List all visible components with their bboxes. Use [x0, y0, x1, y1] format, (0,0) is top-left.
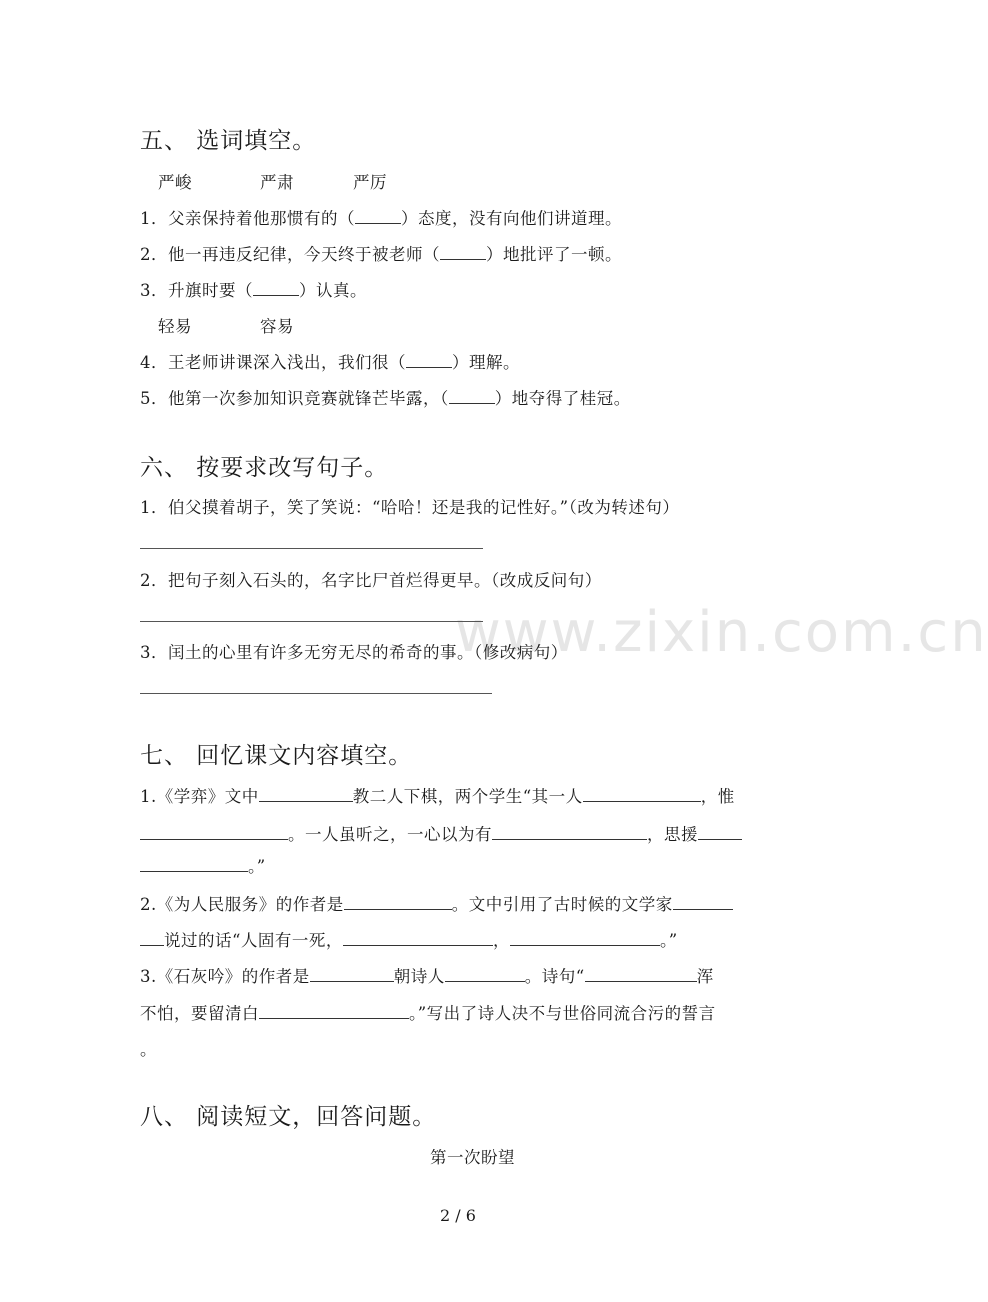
s6-question-2: 2．把句子刻入石头的，名字比尸首烂得更早。（改成反问句）: [140, 571, 602, 590]
blank[interactable]: [310, 965, 394, 983]
s7-question-3-line3: 。: [140, 1040, 157, 1059]
blank[interactable]: [449, 387, 495, 405]
blank[interactable]: [698, 823, 742, 841]
s7-question-3-line2: 不怕，要留清白 。”写出了诗人决不与世俗同流合污的誓言: [140, 1000, 716, 1024]
section-8-heading: 八、 阅读短文，回答问题。: [140, 1104, 437, 1130]
blank[interactable]: [343, 929, 493, 947]
blank[interactable]: [673, 893, 733, 911]
s6-question-3: 3．闰土的心里有许多无穷无尽的希奇的事。（修改病句）: [140, 643, 568, 662]
blank[interactable]: [259, 1002, 409, 1020]
s5-question-3: 3．升旗时要（ ）认真。: [140, 277, 367, 301]
section-7-heading: 七、 回忆课文内容填空。: [140, 743, 413, 769]
answer-line[interactable]: [140, 548, 483, 549]
blank[interactable]: [140, 823, 288, 841]
s7-question-3-line1: 3.《石灰吟》的作者是 朝诗人 。诗句“ 浑: [140, 963, 714, 987]
word-option: 严峻: [158, 173, 192, 192]
blank[interactable]: [355, 207, 401, 225]
blank[interactable]: [259, 785, 353, 803]
answer-line[interactable]: [140, 621, 483, 622]
word-option: 严肃: [260, 173, 294, 192]
blank[interactable]: [440, 243, 486, 261]
answer-line[interactable]: [140, 693, 492, 694]
word-option: 容易: [260, 317, 294, 336]
watermark: www.zixin.com.cn: [455, 600, 988, 665]
s7-question-2-line1: 2.《为人民服务》的作者是 。文中引用了古时候的文学家: [140, 891, 733, 915]
s5-question-1: 1．父亲保持着他那惯有的（ ）态度，没有向他们讲道理。: [140, 205, 622, 229]
blank[interactable]: [253, 279, 299, 297]
passage-title: 第一次盼望: [430, 1148, 515, 1167]
page-number: 2 / 6: [440, 1206, 476, 1225]
s7-question-1-line2: 。一人虽听之，一心以为有 ，思援: [140, 821, 742, 845]
blank[interactable]: [140, 929, 164, 947]
word-option: 严厉: [353, 173, 387, 192]
blank[interactable]: [583, 785, 701, 803]
blank[interactable]: [585, 965, 697, 983]
s5-question-4: 4．王老师讲课深入浅出，我们很（ ）理解。: [140, 349, 520, 373]
s5-question-5: 5．他第一次参加知识竞赛就锋芒毕露，（ ）地夺得了桂冠。: [140, 385, 631, 409]
section-5-heading: 五、 选词填空。: [140, 128, 317, 154]
blank[interactable]: [445, 965, 525, 983]
word-option: 轻易: [158, 317, 192, 336]
section-6-heading: 六、 按要求改写句子。: [140, 455, 389, 481]
blank[interactable]: [344, 893, 452, 911]
s7-question-1-line1: 1.《学弈》文中 教二人下棋，两个学生“其一人 ，惟: [140, 783, 735, 807]
blank[interactable]: [492, 823, 647, 841]
s6-question-1: 1．伯父摸着胡子，笑了笑说：“哈哈！还是我的记性好。”（改为转述句）: [140, 498, 680, 517]
s7-question-2-line2: 说过的话“人固有一死， ， 。”: [140, 927, 678, 951]
blank[interactable]: [406, 351, 452, 369]
blank[interactable]: [140, 855, 248, 873]
blank[interactable]: [510, 929, 660, 947]
s5-question-2: 2．他一再违反纪律，今天终于被老师（ ）地批评了一顿。: [140, 241, 622, 265]
s7-question-1-line3: 。”: [140, 853, 266, 877]
